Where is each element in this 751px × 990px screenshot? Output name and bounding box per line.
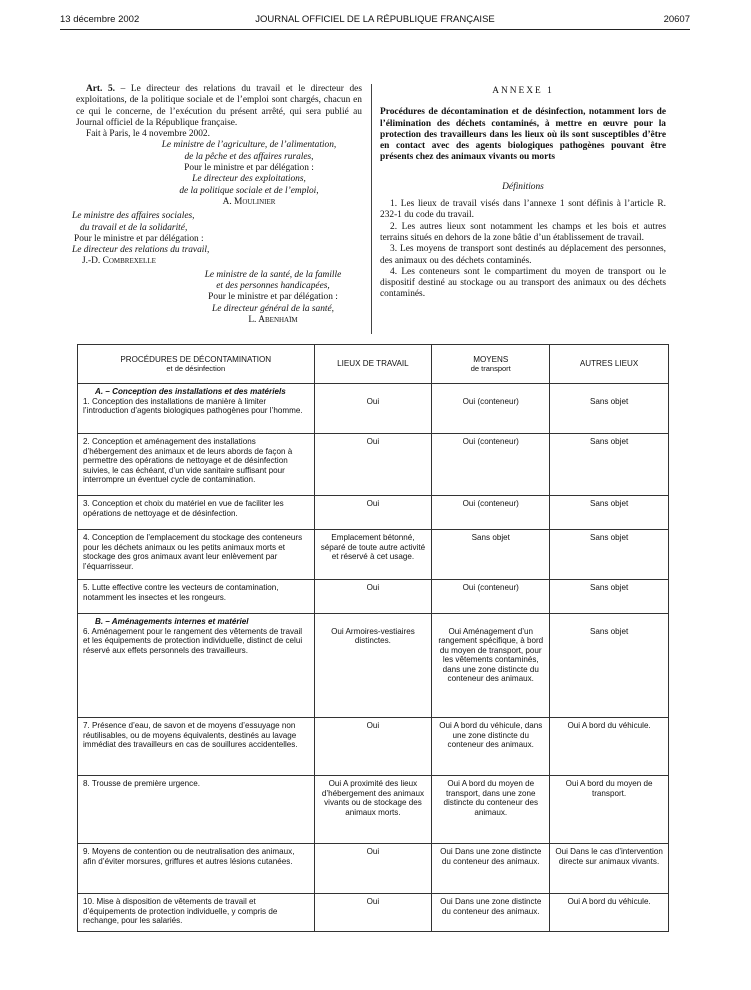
signature-block-agriculture: [136, 140, 362, 208]
definition-2: 2. Les autres lieux sont notamment les champs et les bois et autres terrains situés en dehors de la zone bâtie d’un établissement de travail.: [380, 221, 666, 243]
signature-block-travail: [72, 211, 262, 267]
sig-line: de la politique sociale et de l’emploi,: [179, 185, 319, 196]
sig-line: Le ministre des affaires sociales,: [72, 211, 195, 222]
table-row: [78, 496, 669, 530]
cell-autres: Oui A bord du véhicule.: [550, 894, 669, 932]
fait-a-paris: Fait à Paris, le 4 novembre 2002.: [86, 129, 210, 140]
signature-block-sante: [184, 270, 362, 326]
cell-text: Sans objet: [589, 396, 629, 406]
cell-moyens: Oui (conteneur): [432, 496, 550, 530]
cell-lieux: Oui: [314, 718, 432, 776]
cell-lieux: [314, 384, 432, 434]
cell-moyens: [432, 614, 550, 718]
cell-procedure: 4. Conception de l’emplacement du stockage des conteneurs pour les déchets animaux ou les petits animaux morts et stockage des gros animaux avant leur enlèvement par l’équarrisseur.: [78, 530, 315, 580]
column-divider: [371, 84, 372, 334]
col-header-autres: AUTRES LIEUX: [550, 345, 669, 384]
cell-text: Oui Aménagement d’un rangement spécifique, à bord du moyen de transport, pour les vêtements contaminés, dans une zone distincte du conteneur des animaux.: [438, 626, 544, 683]
cell-moyens: [432, 384, 550, 434]
header-subtext: et de désinfection: [166, 364, 226, 373]
signatory-name: A. Moulinier: [222, 196, 276, 207]
header-rule: [60, 29, 690, 30]
table-row: [78, 580, 669, 614]
cell-procedure: 9. Moyens de contention ou de neutralisation des animaux, afin d’éviter morsures, griffures et autres lésions cutanées.: [78, 844, 315, 894]
signatory-name: L. Abenhaïm: [248, 314, 298, 325]
cell-text: Sans objet: [589, 626, 629, 636]
section-heading-a: A. – Conception des installations et des matériels: [95, 387, 286, 396]
page-header: [60, 14, 690, 30]
procedures-table: [77, 344, 669, 932]
table-row: [78, 434, 669, 496]
cell-autres: [550, 614, 669, 718]
left-column: [72, 84, 362, 326]
cell-lieux: Oui: [314, 434, 432, 496]
cell-text: Oui (conteneur): [462, 396, 519, 406]
header-text: PROCÉDURES DE DÉCONTAMINATION: [120, 354, 272, 364]
col-header-procedures: [78, 345, 315, 384]
sig-line: Pour le ministre et par délégation :: [184, 163, 314, 174]
cell-procedure: 5. Lutte effective contre les vecteurs de contamination, notamment les insectes et les rongeurs.: [78, 580, 315, 614]
header-date: 13 décembre 2002: [60, 14, 140, 25]
col-header-moyens: [432, 345, 550, 384]
table-row: [78, 844, 669, 894]
cell-procedure: 8. Trousse de première urgence.: [78, 776, 315, 844]
cell-autres: Oui Dans le cas d’intervention directe sur animaux vivants.: [550, 844, 669, 894]
cell-text: Oui: [366, 396, 380, 406]
procedure-text: 1. Conception des installations de manière à limiter l’introduction d’agents biologiques pathogènes pour l’homme.: [83, 396, 303, 415]
cell-procedure: 2. Conception et aménagement des installations d’hébergement des animaux et de leurs abords de façon à permettre des opérations de nettoyage et de désinfection suivies, le cas échéant, d’un vide sanitaire suffisant pour interrompre un éventuel cycle de contamination.: [78, 434, 315, 496]
table-row: [78, 530, 669, 580]
table-row: [78, 614, 669, 718]
right-column: [380, 84, 666, 301]
sig-line: Le directeur général de la santé,: [211, 303, 335, 314]
sig-line: Pour le ministre et par délégation :: [208, 292, 338, 303]
cell-moyens: Oui Dans une zone distincte du conteneur des animaux.: [432, 844, 550, 894]
definition-1: 1. Les lieux de travail visés dans l’annexe 1 sont définis à l’article R. 232-1 du code du travail.: [380, 199, 666, 221]
cell-lieux: Oui: [314, 894, 432, 932]
article-text: – Le directeur des relations du travail et le directeur des exploitations, de la politique sociale et de l’emploi sont chargés, chacun en ce qui le concerne, de l’exécution du présent arrêté, qui sera publié au Journal officiel de la République française.: [76, 84, 362, 128]
cell-lieux: Oui: [314, 496, 432, 530]
cell-procedure: [78, 384, 315, 434]
definitions-heading: Définitions: [502, 181, 544, 192]
cell-lieux: Oui: [314, 580, 432, 614]
table-row: [78, 776, 669, 844]
cell-procedure: 3. Conception et choix du matériel en vue de faciliter les opérations de nettoyage et de désinfection.: [78, 496, 315, 530]
cell-moyens: Oui (conteneur): [432, 580, 550, 614]
section-heading-b: B. – Aménagements internes et matériel: [95, 617, 249, 626]
cell-procedure: 7. Présence d’eau, de savon et de moyens d’essuyage non réutilisables, ou de moyens équivalents, destinés au lavage immédiat des travailleurs en cas de souillures accidentelles.: [78, 718, 315, 776]
sig-line: Le directeur des relations du travail,: [72, 245, 210, 256]
annexe-title: Procédures de décontamination et de désinfection, notamment lors de l’élimination des déchets contaminés, à mettre en œuvre pour la protection des travailleurs dans les lieux où ils sont susceptibles d’être en contact avec des agents biologiques pathogènes pouvant être présents chez des animaux vivants ou morts: [380, 107, 666, 163]
definition-3: 3. Les moyens de transport sont destinés au déplacement des personnes, des animaux ou des déchets contaminés.: [380, 244, 666, 266]
cell-text: Oui Armoires-vestiaires distinctes.: [331, 626, 415, 645]
procedure-text: 6. Aménagement pour le rangement des vêtements de travail et les équipements de protection individuelle, distinct de celui réservé aux effets personnels des travailleurs.: [83, 626, 303, 655]
sig-line: Pour le ministre et par délégation :: [74, 233, 204, 244]
cell-autres: Sans objet: [550, 530, 669, 580]
header-subtext: de transport: [470, 364, 511, 373]
cell-autres: Oui A bord du véhicule.: [550, 718, 669, 776]
cell-moyens: Oui (conteneur): [432, 434, 550, 496]
header-page-number: 20607: [663, 14, 690, 25]
cell-autres: [550, 384, 669, 434]
header-text: MOYENS: [473, 354, 509, 364]
sig-line: de la pêche et des affaires rurales,: [184, 151, 314, 162]
signatory-name: J.-D. Combrexelle: [82, 256, 156, 267]
table-row: [78, 384, 669, 434]
cell-lieux: [314, 614, 432, 718]
cell-moyens: Oui A bord du moyen de transport, dans une zone distincte du conteneur des animaux.: [432, 776, 550, 844]
cell-procedure: [78, 614, 315, 718]
cell-autres: Sans objet: [550, 434, 669, 496]
col-header-lieux: LIEUX DE TRAVAIL: [314, 345, 432, 384]
table-header-row: [78, 345, 669, 384]
cell-autres: Sans objet: [550, 496, 669, 530]
cell-lieux: Oui: [314, 844, 432, 894]
definition-4: 4. Les conteneurs sont le compartiment du moyen de transport ou le dispositif destiné au stockage ou au transport des animaux ou des déchets contaminés.: [380, 266, 666, 300]
header-journal-title: JOURNAL OFFICIEL DE LA RÉPUBLIQUE FRANÇAISE: [255, 14, 495, 25]
sig-line: du travail et de la solidarité,: [80, 222, 188, 233]
sig-line: et des personnes handicapées,: [216, 281, 330, 292]
cell-autres: Sans objet: [550, 580, 669, 614]
annexe-heading: ANNEXE 1: [492, 86, 554, 96]
table-row: [78, 894, 669, 932]
cell-autres: Oui A bord du moyen de transport.: [550, 776, 669, 844]
sig-line: Le ministre de la santé, de la famille: [204, 269, 342, 280]
cell-lieux: Oui A proximité des lieux d’hébergement des animaux vivants ou de stockage des animaux morts.: [314, 776, 432, 844]
cell-procedure: 10. Mise à disposition de vêtements de travail et d’équipements de protection individuelle, y compris de rechange, pour les salariés.: [78, 894, 315, 932]
table-row: [78, 718, 669, 776]
article-5: [76, 84, 362, 129]
cell-moyens: Oui A bord du véhicule, dans une zone distincte du conteneur des animaux.: [432, 718, 550, 776]
cell-moyens: Sans objet: [432, 530, 550, 580]
cell-moyens: Oui Dans une zone distincte du conteneur des animaux.: [432, 894, 550, 932]
article-label: Art. 5.: [86, 84, 116, 94]
sig-line: Le ministre de l’agriculture, de l’alimentation,: [161, 140, 337, 151]
sig-line: Le directeur des exploitations,: [192, 174, 306, 185]
cell-lieux: Emplacement bétonné, séparé de toute autre activité et réservé à cet usage.: [314, 530, 432, 580]
